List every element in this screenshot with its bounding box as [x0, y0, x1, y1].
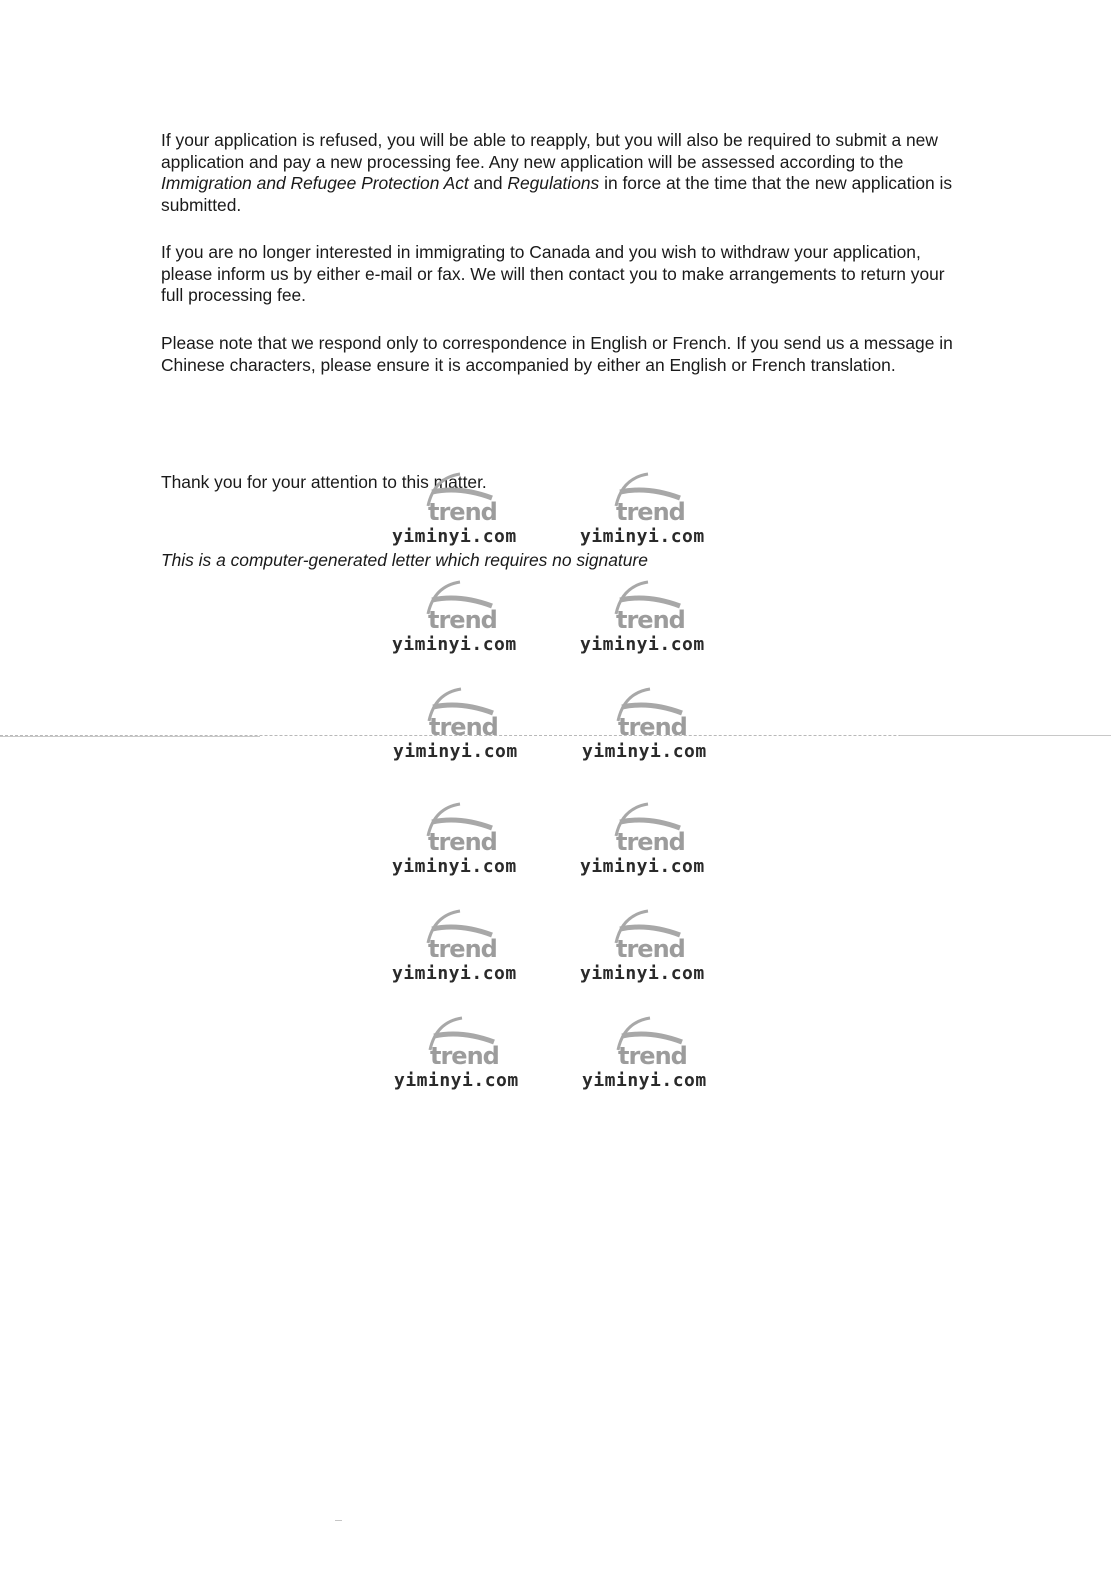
regulations-title: Regulations: [507, 173, 600, 193]
watermark-word: trend: [430, 1042, 499, 1070]
closing-thanks: Thank you for your attention to this matter.: [161, 472, 487, 492]
watermark-url: yiminyi.com: [392, 963, 517, 984]
paragraph-refusal-text-b: in force at the time that the new application is submitted.: [161, 173, 953, 215]
paragraph-refusal: [161, 130, 961, 216]
watermark-logo: [392, 907, 542, 997]
watermark-url: yiminyi.com: [580, 526, 705, 547]
watermark-word: trend: [429, 713, 498, 741]
watermark-word: trend: [616, 935, 685, 963]
watermark-url: yiminyi.com: [582, 741, 707, 762]
watermark-word: trend: [618, 1042, 687, 1070]
watermark-url: yiminyi.com: [580, 856, 705, 877]
watermark-word: trend: [616, 828, 685, 856]
watermark-logo: [580, 578, 730, 668]
watermark-url: yiminyi.com: [582, 1070, 707, 1091]
watermark-url: yiminyi.com: [392, 856, 517, 877]
watermark-logo: [580, 800, 730, 890]
watermark-logo: [394, 1014, 544, 1104]
watermark-logo: [580, 907, 730, 997]
watermark-url: yiminyi.com: [580, 634, 705, 655]
watermark-url: yiminyi.com: [392, 634, 517, 655]
paragraph-refusal-text-a: If your application is refused, you will be able to reapply, but you will also be required to submit a new application and pay a new processing fee. Any new application will be assessed according to the: [161, 130, 938, 172]
watermark-word: trend: [616, 606, 685, 634]
paragraph-language: Please note that we respond only to correspondence in English or French. If you send us a message in Chinese characters, please ensure it is accompanied by either an English or French translation.: [161, 333, 953, 375]
watermark-url: yiminyi.com: [393, 741, 518, 762]
fold-line-left: [0, 736, 260, 737]
watermark-logo: [393, 685, 543, 775]
watermark-word: trend: [616, 498, 685, 526]
fold-line-right: [900, 735, 1111, 736]
watermark-url: yiminyi.com: [392, 526, 517, 547]
watermark-word: trend: [428, 828, 497, 856]
watermark-word: trend: [428, 935, 497, 963]
watermark-word: trend: [618, 713, 687, 741]
watermark-url: yiminyi.com: [394, 1070, 519, 1091]
paragraph-refusal-and: and: [468, 173, 508, 193]
paragraph-withdrawal: If you are no longer interested in immigrating to Canada and you wish to withdraw your application, please inform us by either e-mail or fax. We will then contact you to make arrangements to return your full processing fee.: [161, 242, 945, 305]
watermark-logo: [580, 470, 730, 560]
watermark-logo: [392, 470, 542, 560]
scan-speck: [335, 1520, 342, 1521]
watermark-word: trend: [428, 606, 497, 634]
watermark-url: yiminyi.com: [580, 963, 705, 984]
watermark-logo: [582, 685, 732, 775]
watermark-logo: [392, 800, 542, 890]
watermark-word: trend: [428, 498, 497, 526]
watermark-logo: [582, 1014, 732, 1104]
watermark-logo: [392, 578, 542, 668]
computer-generated-notice: This is a computer-generated letter which requires no signature: [161, 550, 648, 570]
act-title: Immigration and Refugee Protection Act: [161, 173, 469, 193]
